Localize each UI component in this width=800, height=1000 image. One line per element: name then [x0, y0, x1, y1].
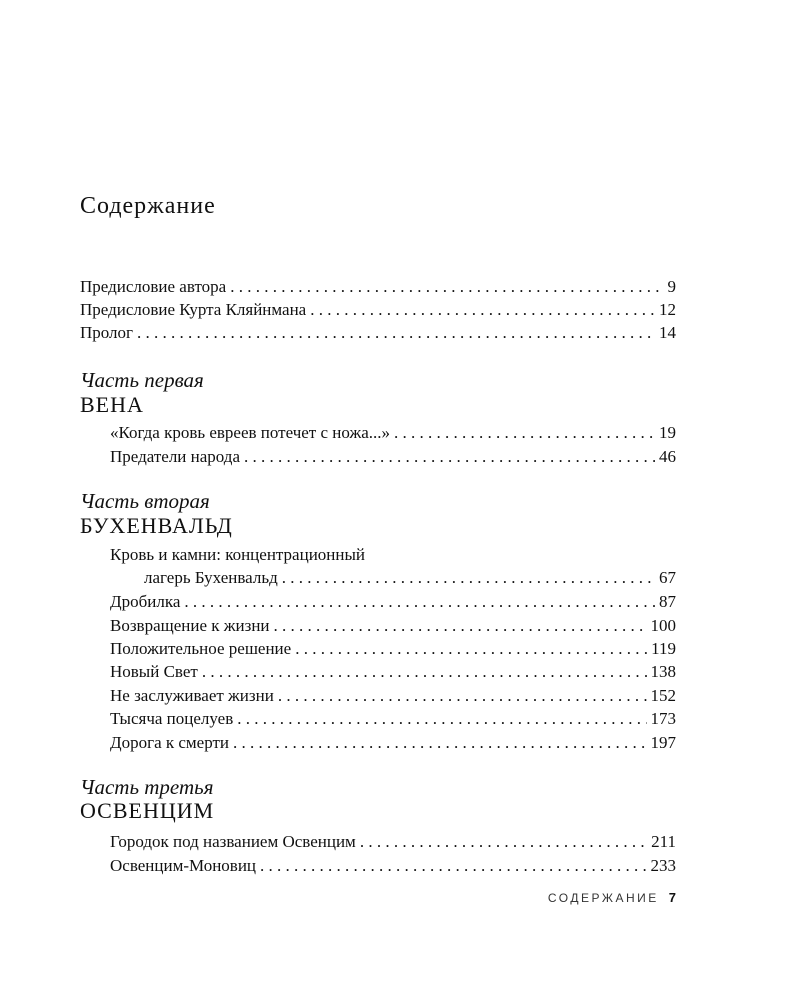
dot-leader [274, 616, 647, 636]
part-3-title: ОСВЕНЦИМ [80, 798, 215, 823]
toc-entry-page: 197 [650, 733, 676, 752]
toc-entry-page: 138 [650, 662, 676, 681]
toc-entry-page: 19 [659, 423, 676, 442]
dot-leader [202, 662, 647, 682]
toc-entry-page: 152 [650, 686, 676, 705]
toc-entry-title: Предисловие автора [80, 277, 227, 296]
dot-leader [260, 856, 646, 876]
dot-leader [278, 686, 647, 706]
page-number: 7 [668, 890, 676, 905]
toc-entry-author-preface [80, 277, 676, 297]
toc-entry-chapter [110, 662, 676, 682]
toc-entry-title: Не заслуживает жизни [110, 686, 274, 705]
toc-entry-chapter [110, 447, 676, 467]
toc-entry-page: 67 [659, 568, 676, 587]
part-2-label: Часть вторая [80, 489, 210, 513]
toc-entry-page: 87 [659, 592, 676, 611]
dot-leader [360, 832, 647, 852]
toc-entry-title: Пролог [80, 323, 134, 342]
part-1-label: Часть первая [80, 368, 204, 392]
toc-title: Содержание [80, 193, 216, 219]
running-head-section: СОДЕРЖАНИЕ [547, 891, 659, 905]
toc-entry-page: 9 [667, 277, 676, 296]
dot-leader [394, 423, 655, 443]
toc-entry-kleinmann-preface [80, 300, 676, 320]
toc-entry-chapter [110, 592, 676, 612]
toc-entry-chapter [110, 423, 676, 443]
toc-entry-chapter [110, 856, 676, 876]
dot-leader [282, 568, 655, 588]
toc-entry-page: 119 [651, 639, 676, 658]
toc-entry-title: Предисловие Курта Кляйнмана [80, 300, 307, 319]
dot-leader [295, 639, 647, 659]
toc-entry-page: 233 [650, 856, 676, 875]
toc-entry-title: Предатели народа [110, 447, 241, 466]
toc-entry-page: 100 [650, 616, 676, 635]
part-1-title: ВЕНА [80, 392, 144, 417]
toc-entry-title: лагерь Бухенвальд [144, 568, 278, 587]
part-2-title: БУХЕНВАЛЬД [80, 513, 233, 538]
toc-entry-chapter [110, 686, 676, 706]
toc-entry-title: Дорога к смерти [110, 733, 230, 752]
toc-entry-title: Новый Свет [110, 662, 198, 681]
toc-entry-chapter [110, 832, 676, 852]
toc-entry-chapter [144, 568, 676, 588]
toc-entry-page: 14 [659, 323, 676, 342]
toc-entry-title: Дробилка [110, 592, 181, 611]
toc-entry-title: «Когда кровь евреев потечет с ножа...» [110, 423, 391, 442]
toc-entry-title: Городок под названием Освенцим [110, 832, 356, 851]
toc-entry-page: 46 [659, 447, 676, 466]
toc-entry-page: 211 [651, 832, 676, 851]
toc-entry-title: Освенцим-Моновиц [110, 856, 257, 875]
toc-entry-prologue [80, 323, 676, 343]
running-head [548, 890, 676, 905]
toc-entry-page: 12 [659, 300, 676, 319]
toc-entry-chapter [110, 639, 676, 659]
toc-entry-page: 173 [650, 709, 676, 728]
dot-leader [184, 592, 655, 612]
dot-leader [237, 709, 646, 729]
dot-leader [137, 323, 655, 343]
toc-entry-title-line1: Кровь и камни: концентрационный [110, 545, 366, 564]
toc-entry-title: Тысяча поцелуев [110, 709, 234, 728]
dot-leader [310, 300, 655, 320]
dot-leader [230, 277, 663, 297]
toc-entry-title: Возвращение к жизни [110, 616, 270, 635]
part-3-label: Часть третья [80, 775, 214, 799]
toc-entry-title: Положительное решение [110, 639, 292, 658]
toc-entry-chapter [110, 616, 676, 636]
dot-leader [244, 447, 655, 467]
toc-entry-chapter [110, 709, 676, 729]
toc-entry-chapter [110, 733, 676, 753]
dot-leader [233, 733, 646, 753]
